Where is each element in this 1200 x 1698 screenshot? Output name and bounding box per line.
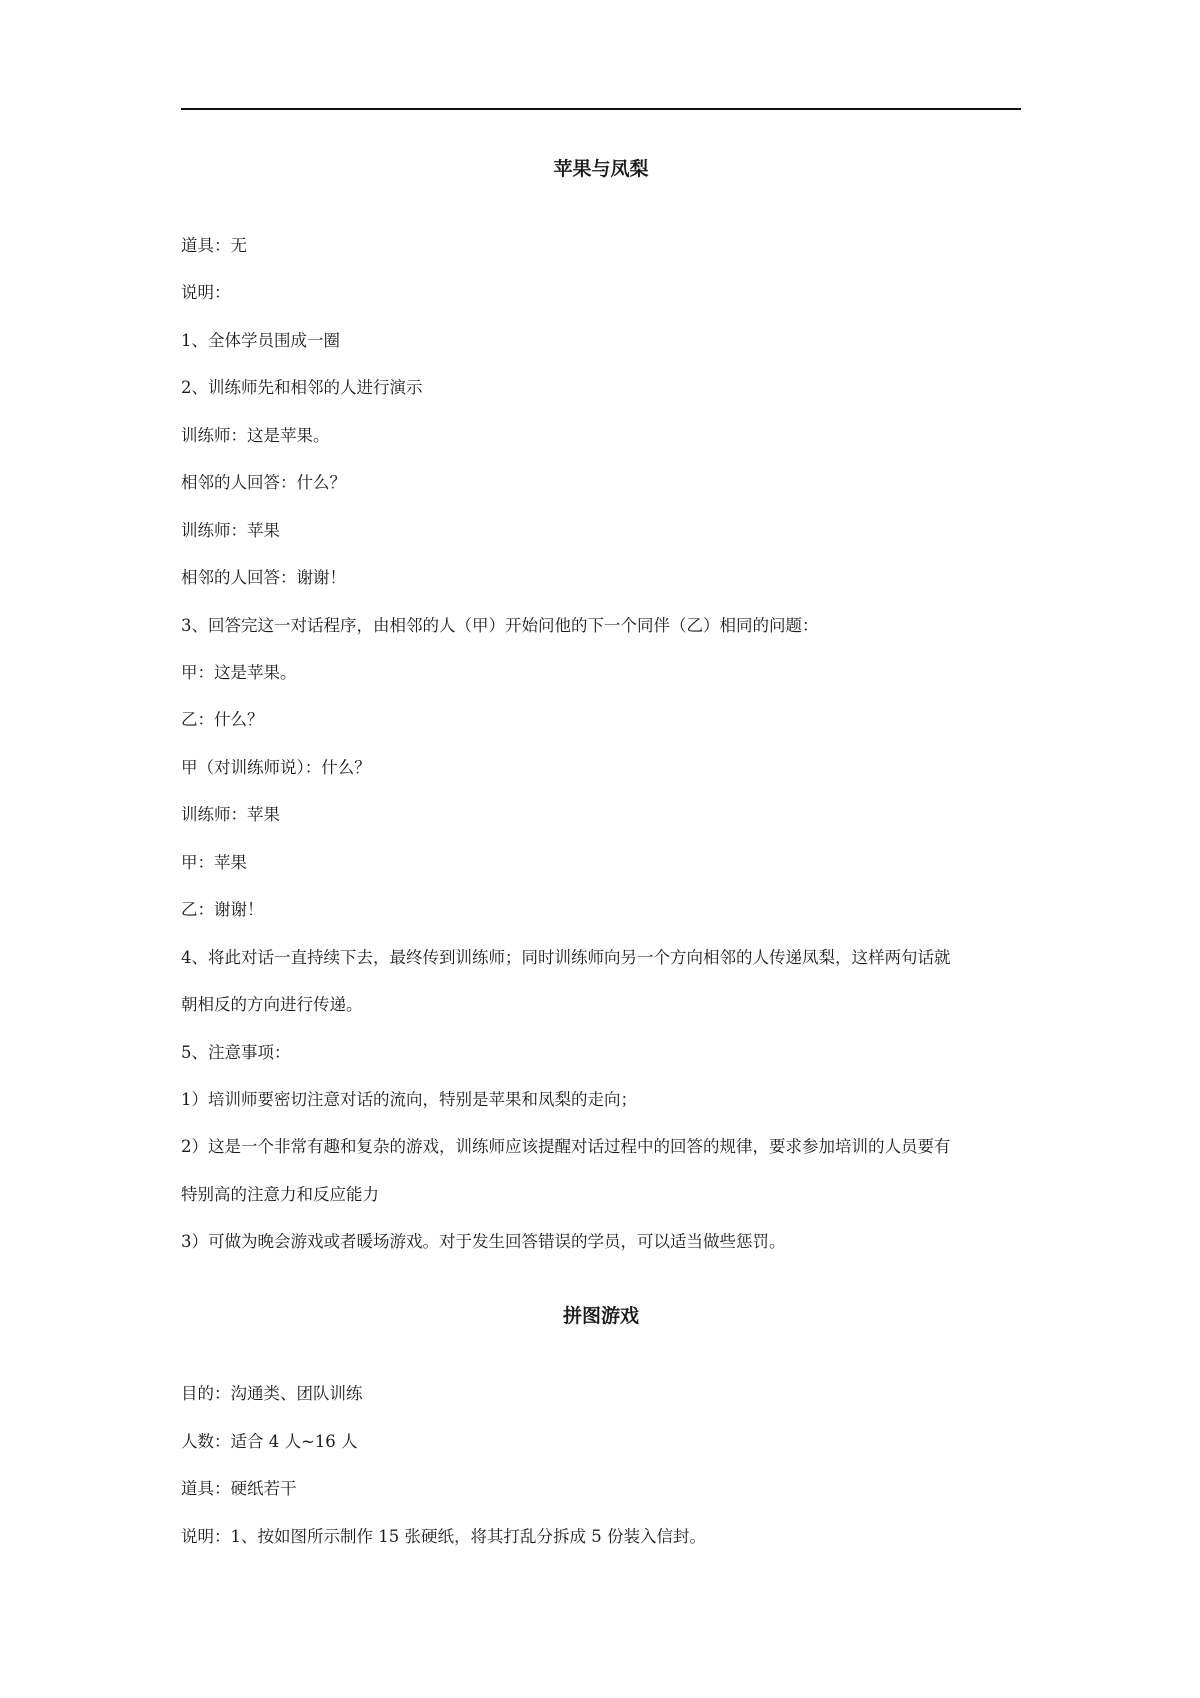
section-title-puzzle-game: 拼图游戏 [562, 1305, 639, 1327]
paragraph: 3、回答完这一对话程序，由相邻的人（甲）开始问他的下一个同伴（乙）相同的问题： [181, 616, 819, 635]
paragraph: 2、训练师先和相邻的人进行演示 [181, 378, 423, 397]
paragraph: 说明：1、按如图所示制作 15 张硬纸，将其打乱分拆成 5 份装入信封。 [181, 1527, 706, 1546]
paragraph: 甲：这是苹果。 [181, 663, 297, 682]
section-title-apple-pineapple: 苹果与凤梨 [553, 158, 649, 180]
paragraph: 2）这是一个非常有趣和复杂的游戏，训练师应该提醒对话过程中的回答的规律，要求参加培训的人员要有 [181, 1137, 951, 1156]
paragraph: 道具：硬纸若干 [181, 1479, 297, 1498]
paragraph: 甲：苹果 [181, 853, 247, 872]
paragraph: 甲（对训练师说）：什么？ [181, 758, 371, 777]
paragraph: 道具：无 [181, 236, 247, 255]
paragraph: 人数：适合 4 人~16 人 [181, 1432, 358, 1451]
paragraph: 3）可做为晚会游戏或者暖场游戏。对于发生回答错误的学员，可以适当做些惩罚。 [181, 1232, 786, 1251]
paragraph: 相邻的人回答：谢谢！ [181, 568, 346, 587]
paragraph: 乙：什么？ [181, 710, 264, 729]
paragraph: 训练师：这是苹果。 [181, 426, 330, 445]
paragraph: 目的：沟通类、团队训练 [181, 1384, 363, 1403]
paragraph: 特别高的注意力和反应能力 [181, 1185, 379, 1204]
paragraph: 相邻的人回答：什么？ [181, 473, 346, 492]
paragraph: 朝相反的方向进行传递。 [181, 995, 363, 1014]
paragraph: 1、全体学员围成一圈 [181, 331, 340, 350]
paragraph: 说明： [181, 283, 231, 302]
paragraph: 1）培训师要密切注意对话的流向，特别是苹果和凤梨的走向； [181, 1090, 637, 1109]
header-rule [181, 108, 1021, 110]
paragraph: 训练师：苹果 [181, 521, 280, 540]
paragraph: 训练师：苹果 [181, 805, 280, 824]
paragraph: 5、注意事项： [181, 1043, 291, 1062]
paragraph: 乙：谢谢！ [181, 900, 264, 919]
paragraph: 4、将此对话一直持续下去，最终传到训练师；同时训练师向另一个方向相邻的人传递凤梨，这样两句话就 [181, 948, 951, 967]
